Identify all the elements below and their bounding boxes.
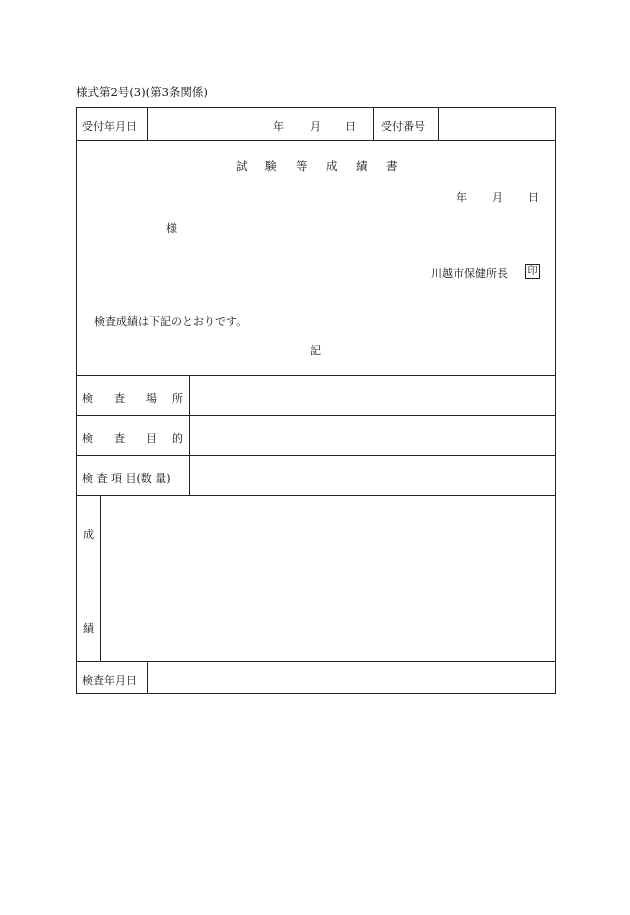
ki-note: 記 xyxy=(310,344,321,357)
addressee-suffix: 様 xyxy=(166,222,177,235)
label-char: 検 xyxy=(82,432,93,445)
separator-after-items xyxy=(76,495,556,496)
received-number-field[interactable] xyxy=(440,109,554,139)
results-col-divider xyxy=(100,495,101,662)
results-label-top: 成 xyxy=(83,528,94,541)
form-number: 様式第2号(3)(第3条関係) xyxy=(76,85,208,99)
inspection-location-field[interactable] xyxy=(191,377,554,414)
label-char: 的 xyxy=(172,432,183,445)
inspection-items-field[interactable] xyxy=(191,457,554,494)
label-char: 場 xyxy=(146,392,157,405)
results-label-bottom: 績 xyxy=(83,622,94,635)
title-char: 試 xyxy=(236,159,248,173)
label-char: 査 xyxy=(114,392,125,405)
separator-after-purpose xyxy=(76,455,556,456)
separator-after-header xyxy=(76,140,556,141)
notice-date-year: 年 xyxy=(456,191,467,204)
table-border-bottom xyxy=(76,693,556,694)
table-border-left xyxy=(76,107,77,694)
header-col-divider-1 xyxy=(147,107,148,141)
received-date-month: 月 xyxy=(310,120,321,133)
notice-date-day: 日 xyxy=(528,191,539,204)
date-col-divider xyxy=(147,661,148,694)
separator-after-results xyxy=(76,661,556,662)
title-char: 書 xyxy=(386,159,398,173)
received-date-year: 年 xyxy=(273,120,284,133)
received-date-label: 受付年月日 xyxy=(82,120,137,133)
results-field[interactable] xyxy=(102,497,554,660)
title-char: 成 xyxy=(326,159,338,173)
table-border-right xyxy=(555,107,556,694)
notice-date-month: 月 xyxy=(492,191,503,204)
body-text: 検査成績は下記のとおりです。 xyxy=(94,315,248,328)
addressee-field[interactable] xyxy=(90,216,160,234)
seal-mark: 印 xyxy=(525,264,540,279)
received-number-label: 受付番号 xyxy=(381,120,425,133)
separator-after-notice xyxy=(76,375,556,376)
label-char: 目 xyxy=(146,432,157,445)
issuer-name: 川越市保健所長 xyxy=(431,267,508,280)
received-date-day: 日 xyxy=(345,120,356,133)
table-border-top xyxy=(76,107,556,108)
inspection-purpose-field[interactable] xyxy=(191,417,554,454)
label-char: 査 xyxy=(114,432,125,445)
inspection-date-field[interactable] xyxy=(149,663,554,692)
title-char: 験 xyxy=(265,159,277,173)
header-col-divider-2 xyxy=(373,107,374,141)
title-char: 績 xyxy=(356,159,368,173)
separator-after-location xyxy=(76,415,556,416)
header-col-divider-3 xyxy=(438,107,439,141)
title-char: 等 xyxy=(296,159,308,173)
inspection-date-label: 検査年月日 xyxy=(82,674,137,687)
label-char: 所 xyxy=(172,392,183,405)
inspection-items-label: 検 査 項 目(数 量) xyxy=(82,472,171,485)
label-col-divider xyxy=(189,375,190,496)
label-char: 検 xyxy=(82,392,93,405)
